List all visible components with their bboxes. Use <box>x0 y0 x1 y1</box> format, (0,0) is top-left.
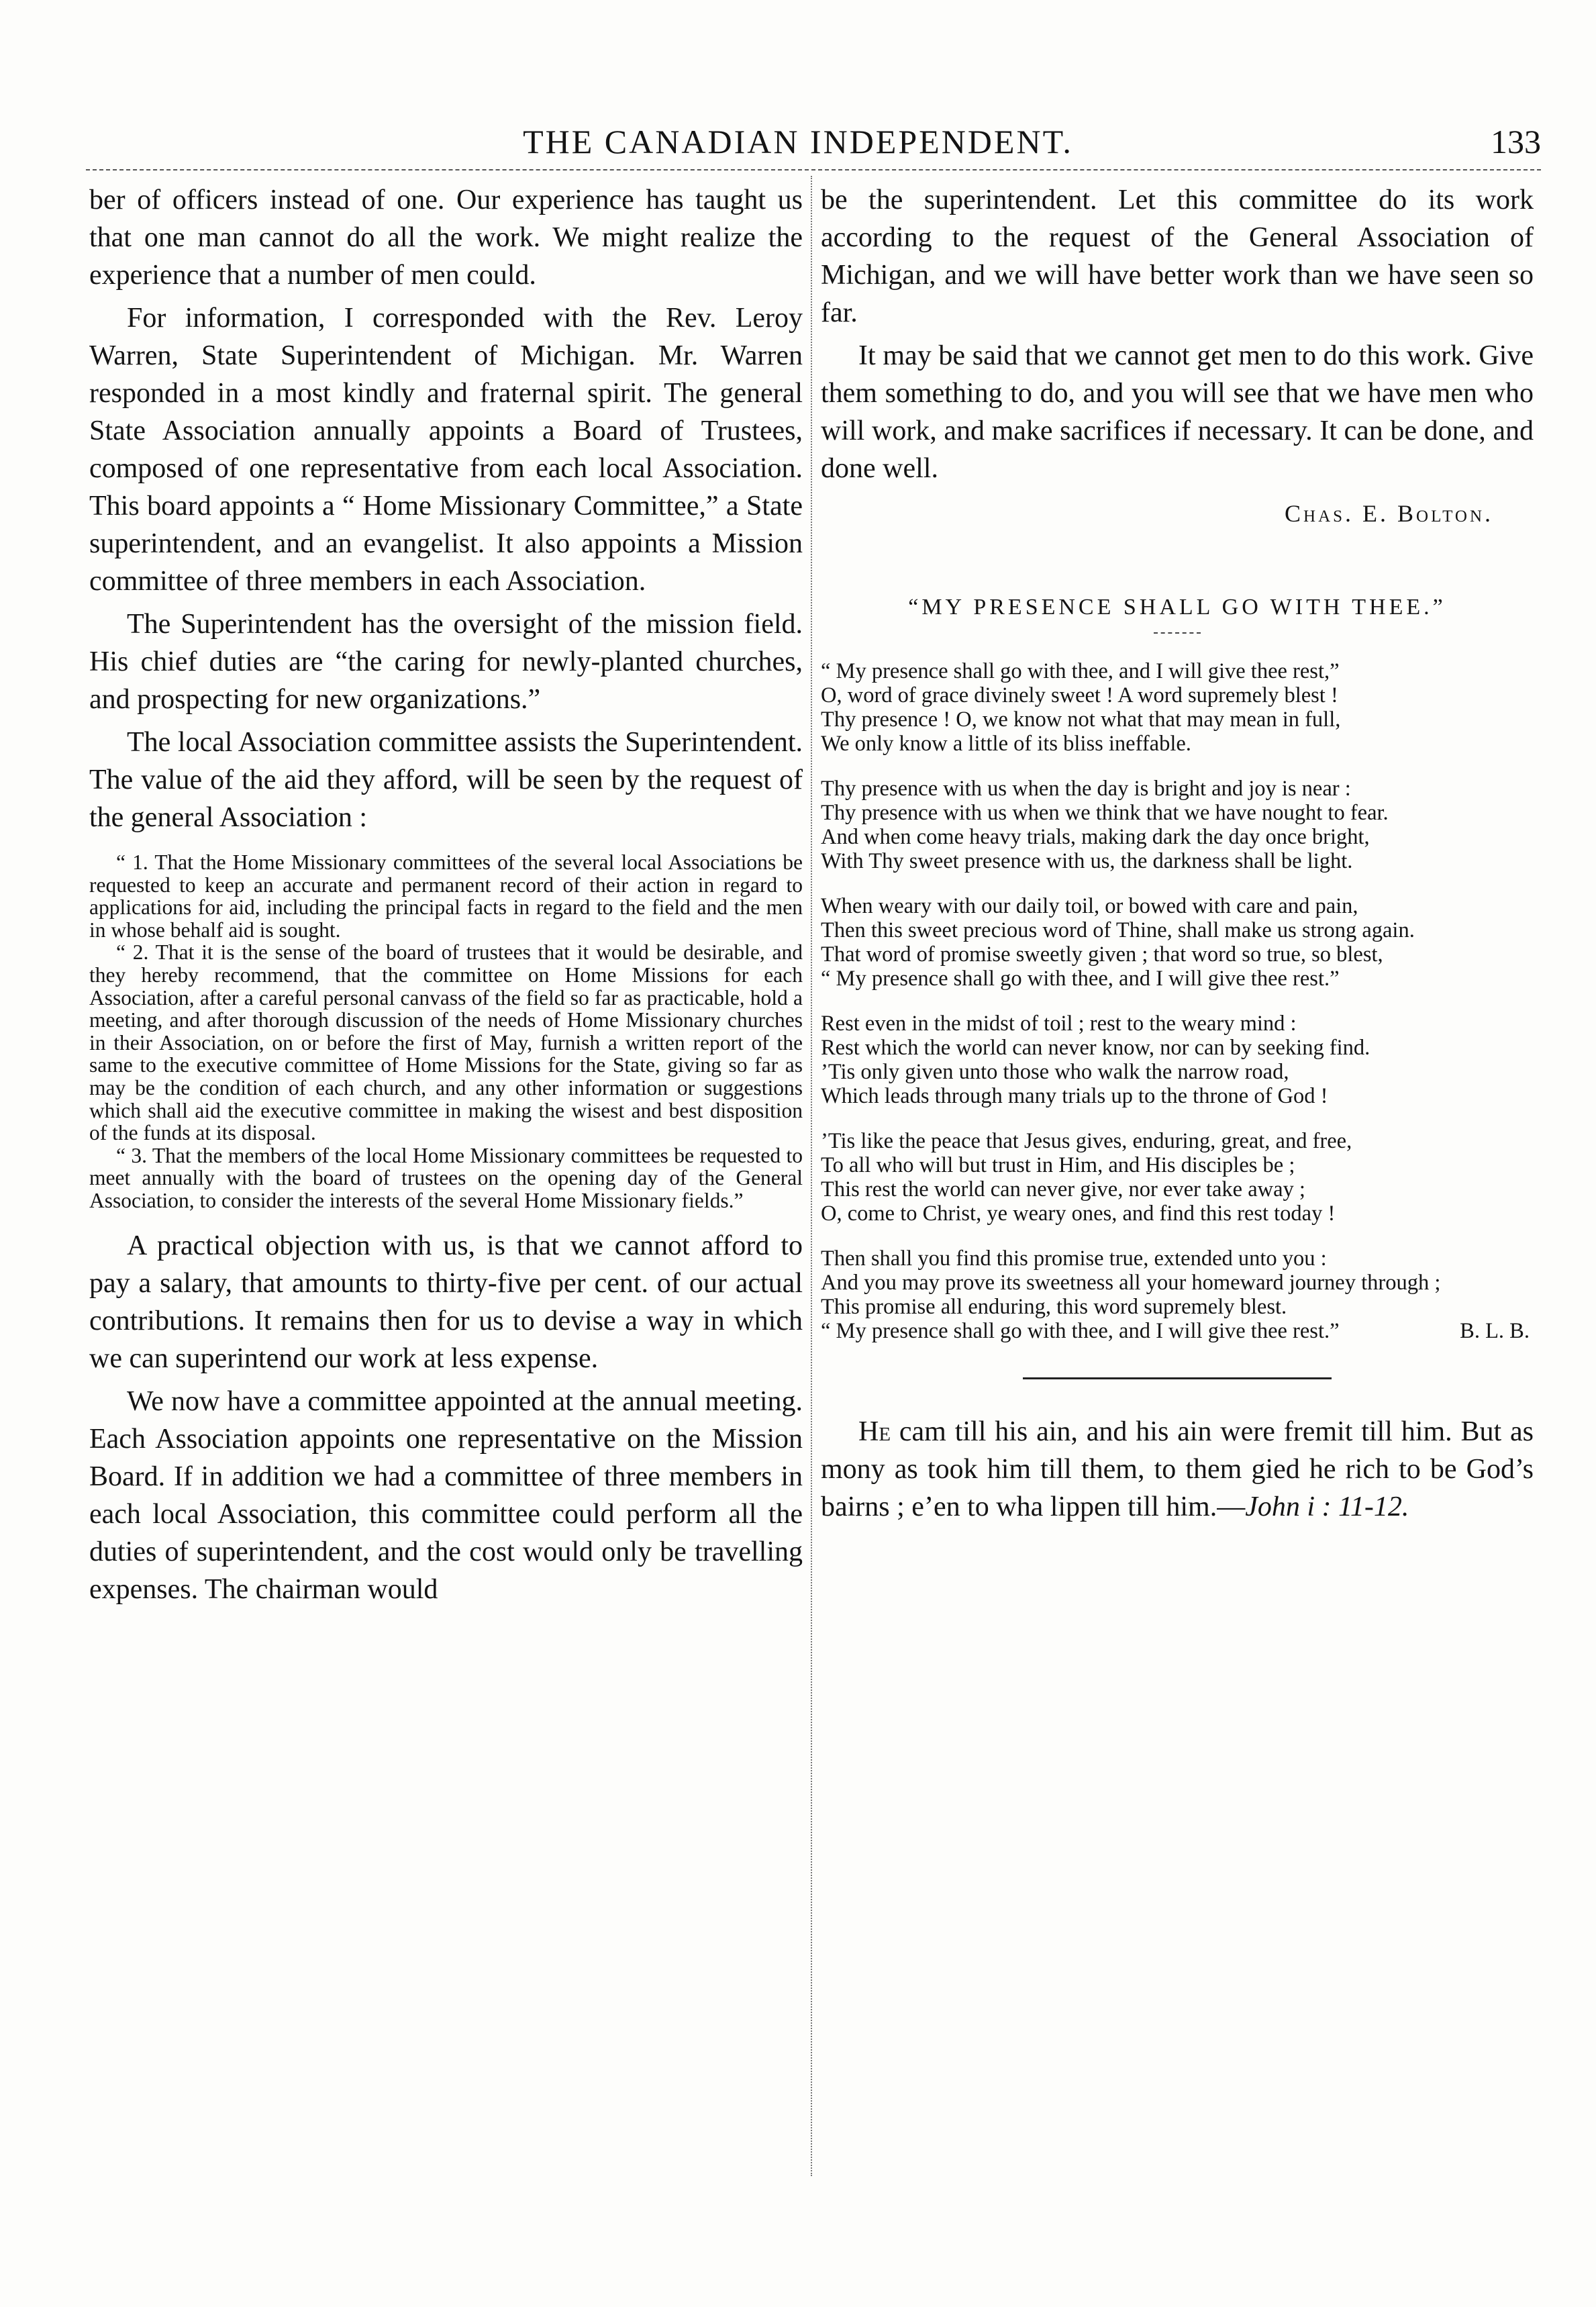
poem-line: With Thy sweet presence with us, the darkness shall be light. <box>821 849 1353 873</box>
poem-line: Which leads through many trials up to the throne of God ! <box>821 1084 1328 1108</box>
poem-stanza <box>821 778 1534 873</box>
poem-title: “MY PRESENCE SHALL GO WITH THEE.” <box>908 595 1446 620</box>
poem-line: O, word of grace divinely sweet ! A word supremely blest ! <box>821 683 1338 707</box>
poem-line: O, come to Christ, ye weary ones, and find this rest today ! <box>821 1201 1336 1226</box>
poem-line: Then this sweet precious word of Thine, shall make us strong again. <box>821 918 1415 942</box>
poem-line <box>821 1320 1534 1342</box>
resolutions-quote <box>89 851 803 1212</box>
paragraph-men-to-work: It may be said that we cannot get men to do this work. Give them something to do, and you will see that we have men who will work, and make sacrifices if necessary. It can be done, and done well. <box>821 340 1534 484</box>
running-title: THE CANADIAN INDEPENDENT. <box>523 123 1073 160</box>
paragraph-officers: ber of officers instead of one. Our experience has taught us that one man cannot do all the work. We might realize the experience that a number of men could. <box>89 185 803 291</box>
poem-line: ’Tis like the peace that Jesus gives, enduring, great, and free, <box>821 1129 1352 1153</box>
poem-stanza <box>821 1248 1534 1342</box>
paragraph-committee: We now have a committee appointed at the annual meeting. Each Association appoints one representative on the Mission Board. If in addition we had a committee of three members in each local Association, this committee could perform all the duties of superintendent, and the cost would only be travelling expenses. The chairman would <box>89 1385 803 1605</box>
poem-line: Then shall you find this promise true, extended unto you : <box>821 1246 1327 1271</box>
poem-line: “ My presence shall go with thee, and I will give thee rest.” <box>821 967 1340 991</box>
paragraph-superintendent: The Superintendent has the oversight of the mission field. His chief duties are “the caring for newly-planted churches, and prospecting for new organizations.” <box>89 609 803 715</box>
resolution-3: “ 3. That the members of the local Home Missionary committees be requested to meet annually with the board of trustees on the opening day of the General Association, to consider the interests of the several Home Missionary fields.” <box>89 1143 803 1212</box>
poem-title-rule <box>1154 632 1201 634</box>
page-header <box>0 119 1596 166</box>
poem-line: And when come heavy trials, making dark the day once bright, <box>821 825 1370 849</box>
poem-stanza <box>821 1130 1534 1225</box>
header-rule <box>86 169 1541 170</box>
left-column <box>89 181 803 1608</box>
poem-line: ’Tis only given unto those who walk the narrow road, <box>821 1060 1289 1084</box>
column-divider <box>811 176 812 2176</box>
paragraph-objection: A practical objection with us, is that we cannot afford to pay a salary, that amounts to thirty-five per cent. of our actual contributions. It remains then for us to devise a way in which we can superintend our work at less expense. <box>89 1230 803 1374</box>
scripture-text: cam till his ain, and his ain were fremit till him. But as mony as took him till them, to them gied he rich to be God’s bairns ; e’en to wha lippen till him.— <box>821 1416 1534 1522</box>
poem-line: To all who will but trust in Him, and His disciples be ; <box>821 1153 1295 1177</box>
poem-line: Thy presence ! O, we know not what that may mean in full, <box>821 707 1341 732</box>
poem-line: We only know a little of its bliss ineffable. <box>821 732 1191 756</box>
poem-line: This promise all enduring, this word supremely blest. <box>821 1295 1287 1319</box>
scripture-lead: He <box>858 1416 891 1447</box>
page-number: 133 <box>1491 123 1541 160</box>
poem <box>821 660 1534 1342</box>
poem-line: And you may prove its sweetness all your homeward journey through ; <box>821 1271 1441 1295</box>
paragraph-continuation: be the superintendent. Let this committee do its work according to the request of the General Association of Michigan, and we will have better work than we have seen so far. <box>821 185 1534 328</box>
poem-line: That word of promise sweetly given ; that word so true, so blest, <box>821 942 1383 967</box>
poem-line: When weary with our daily toil, or bowed with care and pain, <box>821 894 1358 918</box>
poem-line: Rest even in the midst of toil ; rest to the weary mind : <box>821 1012 1297 1036</box>
poem-line-text: “ My presence shall go with thee, and I will give thee rest.” <box>821 1319 1340 1343</box>
poem-line: “ My presence shall go with thee, and I will give thee rest,” <box>821 659 1340 683</box>
poem-stanza <box>821 1013 1534 1108</box>
scripture-paragraph <box>821 1413 1534 1526</box>
poem-line: Thy presence with us when the day is bright and joy is near : <box>821 777 1351 801</box>
section-rule <box>1023 1377 1332 1379</box>
poem-line: This rest the world can never give, nor ever take away ; <box>821 1177 1305 1201</box>
resolution-1: “ 1. That the Home Missionary committees of the several local Associations be requested to keep an accurate and permanent record of their action in regard to applications for aid, including the principal facts in regard to the field and the men in whose behalf aid is sought. <box>89 850 803 942</box>
author-signature: Chas. E. Bolton. <box>1285 500 1493 527</box>
poem-line: Thy presence with us when we think that we have nought to fear. <box>821 801 1389 825</box>
right-column <box>821 181 1534 1526</box>
resolution-2: “ 2. That it is the sense of the board of trustees that it would be desirable, and they hereby recommend, that the committee on Home Missions for each Association, after a careful personal canvass of the field so far as practicable, hold a meeting, and after thorough discussion of the needs of Home Missionary churches in their Association, on or before the first of May, furnish a written report of the same to the executive committee of Home Missions for the State, giving so far as may be the condition of each church, and any other information or suggestions which shall aid the executive committee in making the wisest and best disposition of the funds at its disposal. <box>89 940 803 1145</box>
poem-stanza <box>821 660 1534 755</box>
paragraph-information: For information, I corresponded with the Rev. Leroy Warren, State Superintendent of Michigan. Mr. Warren responded in a most kindly and fraternal spirit. The general State Association annually appoints a Board of Trustees, composed of one representative from each local Association. This board appoints a “ Home Missionary Committee,” a State superintendent, and an evangelist. It also appoints a Mission committee of three members in each Association. <box>89 303 803 597</box>
paragraph-local-committee: The local Association committee assists the Superintendent. The value of the aid they afford, will be seen by the request of the general Association : <box>89 727 803 833</box>
poem-line: Rest which the world can never know, nor can by seeking find. <box>821 1036 1370 1060</box>
poem-stanza <box>821 895 1534 990</box>
poem-initials: B. L. B. <box>1460 1319 1530 1343</box>
scripture-citation: John i : 11-12. <box>1245 1491 1409 1522</box>
